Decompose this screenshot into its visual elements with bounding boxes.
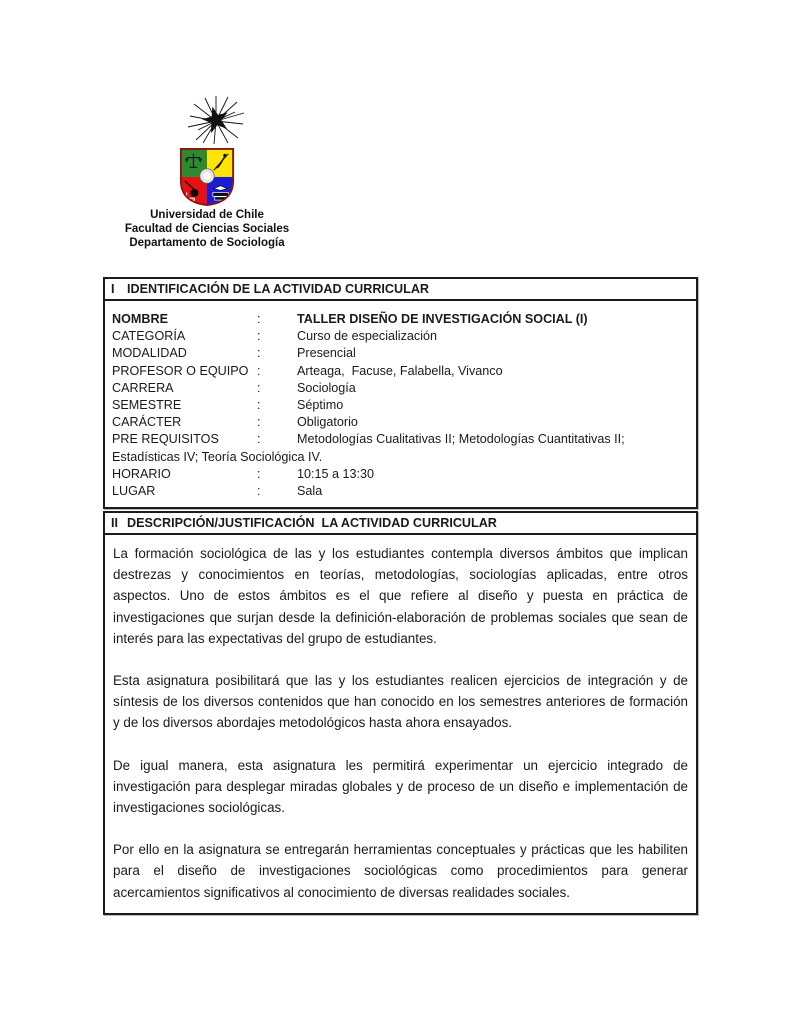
description-paragraph-3: De igual manera, esta asignatura les permitirá experimentar un ejercicio integrado de investigación para desplegar miradas globales y de proceso de un diseño e implementación de investigaciones sociológicas.: [113, 757, 688, 816]
field-row-profesor: [112, 363, 688, 380]
field-label: LUGAR: [112, 484, 156, 499]
field-row-categoria: [112, 328, 688, 345]
section-2-title: DESCRIPCIÓN/JUSTIFICACIÓN LA ACTIVIDAD CURRICULAR: [127, 516, 497, 530]
field-value: 10:15 a 13:30: [297, 466, 375, 481]
field-separator: :: [257, 329, 261, 344]
field-continuation: Estadísticas IV; Teoría Sociológica IV.: [112, 449, 323, 464]
field-row-caracter: [112, 414, 688, 431]
section-1-number: I: [111, 282, 115, 296]
field-row-semestre: [112, 397, 688, 414]
section-2-number: II: [111, 516, 118, 530]
field-separator: :: [257, 380, 261, 395]
field-row-lugar: [112, 483, 688, 500]
field-row-prerequisitos-continuation: [112, 449, 688, 466]
field-label: CARRERA: [112, 380, 174, 395]
field-separator: :: [257, 484, 261, 499]
field-separator: :: [257, 346, 261, 361]
field-value: TALLER DISEÑO DE INVESTIGACIÓN SOCIAL (I): [297, 312, 588, 326]
description-paragraphs: [105, 535, 696, 903]
section-description: [103, 511, 698, 915]
field-label: PROFESOR O EQUIPO: [112, 363, 249, 378]
field-label: MODALIDAD: [112, 346, 187, 361]
field-label: CARÁCTER: [112, 415, 182, 430]
field-label: SEMESTRE: [112, 398, 182, 413]
field-value: Obligatorio: [297, 415, 358, 430]
university-logo: [107, 94, 307, 250]
field-value: Metodologías Cualitativas II; Metodologías Cuantitativas II;: [297, 432, 625, 447]
description-paragraph-1: La formación sociológica de las y los estudiantes contempla diversos ámbitos que implican destrezas y conocimientos en teorías, metodologías, sociologías aplicadas, entre otros aspectos. Uno de estos ámbitos es el que refiere al diseño y puesta en práctica de investigaciones que surjan desde la definición-elaboración de problemas sociales que sean de interés para las expectativas del grupo de estudiantes.: [113, 546, 688, 646]
field-row-nombre: [112, 311, 688, 328]
field-row-carrera: [112, 380, 688, 397]
description-paragraph-4: Por ello en la asignatura se entregarán herramientas conceptuales y prácticas que les habiliten para el diseño de investigaciones sociológicas como procedimientos para generar acercamientos significativos al conocimiento de diversas realidades sociales.: [113, 842, 688, 900]
field-value: Arteaga, Facuse, Falabella, Vivanco: [297, 363, 503, 378]
identification-fields: [105, 301, 696, 500]
field-row-prerequisitos: [112, 431, 688, 448]
field-separator: :: [257, 398, 261, 413]
field-separator: :: [257, 466, 261, 481]
field-value: Sala: [297, 484, 323, 499]
section-1-title: IDENTIFICACIÓN DE LA ACTIVIDAD CURRICULAR: [127, 282, 430, 296]
field-value: Curso de especialización: [297, 329, 438, 344]
field-separator: :: [257, 312, 261, 326]
department-name: Departamento de Sociología: [129, 237, 285, 249]
field-row-horario: [112, 466, 688, 483]
faculty-name: Facultad de Ciencias Sociales: [124, 223, 290, 235]
section-1-header: [105, 279, 696, 301]
institution-name: Universidad de Chile: [150, 209, 264, 221]
field-separator: :: [257, 415, 261, 430]
section-identification: [103, 277, 698, 509]
field-label: PRE REQUISITOS: [112, 432, 219, 447]
field-separator: :: [257, 432, 261, 447]
section-2-header: [105, 513, 696, 535]
field-value: Séptimo: [297, 398, 344, 413]
logo-starburst-icon: [116, 94, 316, 146]
description-paragraph-2: Esta asignatura posibilitará que las y los estudiantes realicen ejercicios de integración y de síntesis de los diversos contenidos que han conocido en los semestres anteriores de formación y de los diversos abordajes metodológicos hasta ahora ensayados.: [113, 673, 688, 731]
field-label: CATEGORÍA: [112, 329, 186, 344]
university-crest-icon: [107, 146, 307, 206]
field-separator: :: [257, 363, 261, 378]
field-value: Presencial: [297, 346, 356, 361]
field-label: NOMBRE: [112, 312, 168, 326]
field-value: Sociología: [297, 380, 356, 395]
field-label: HORARIO: [112, 466, 171, 481]
field-row-modalidad: [112, 345, 688, 362]
